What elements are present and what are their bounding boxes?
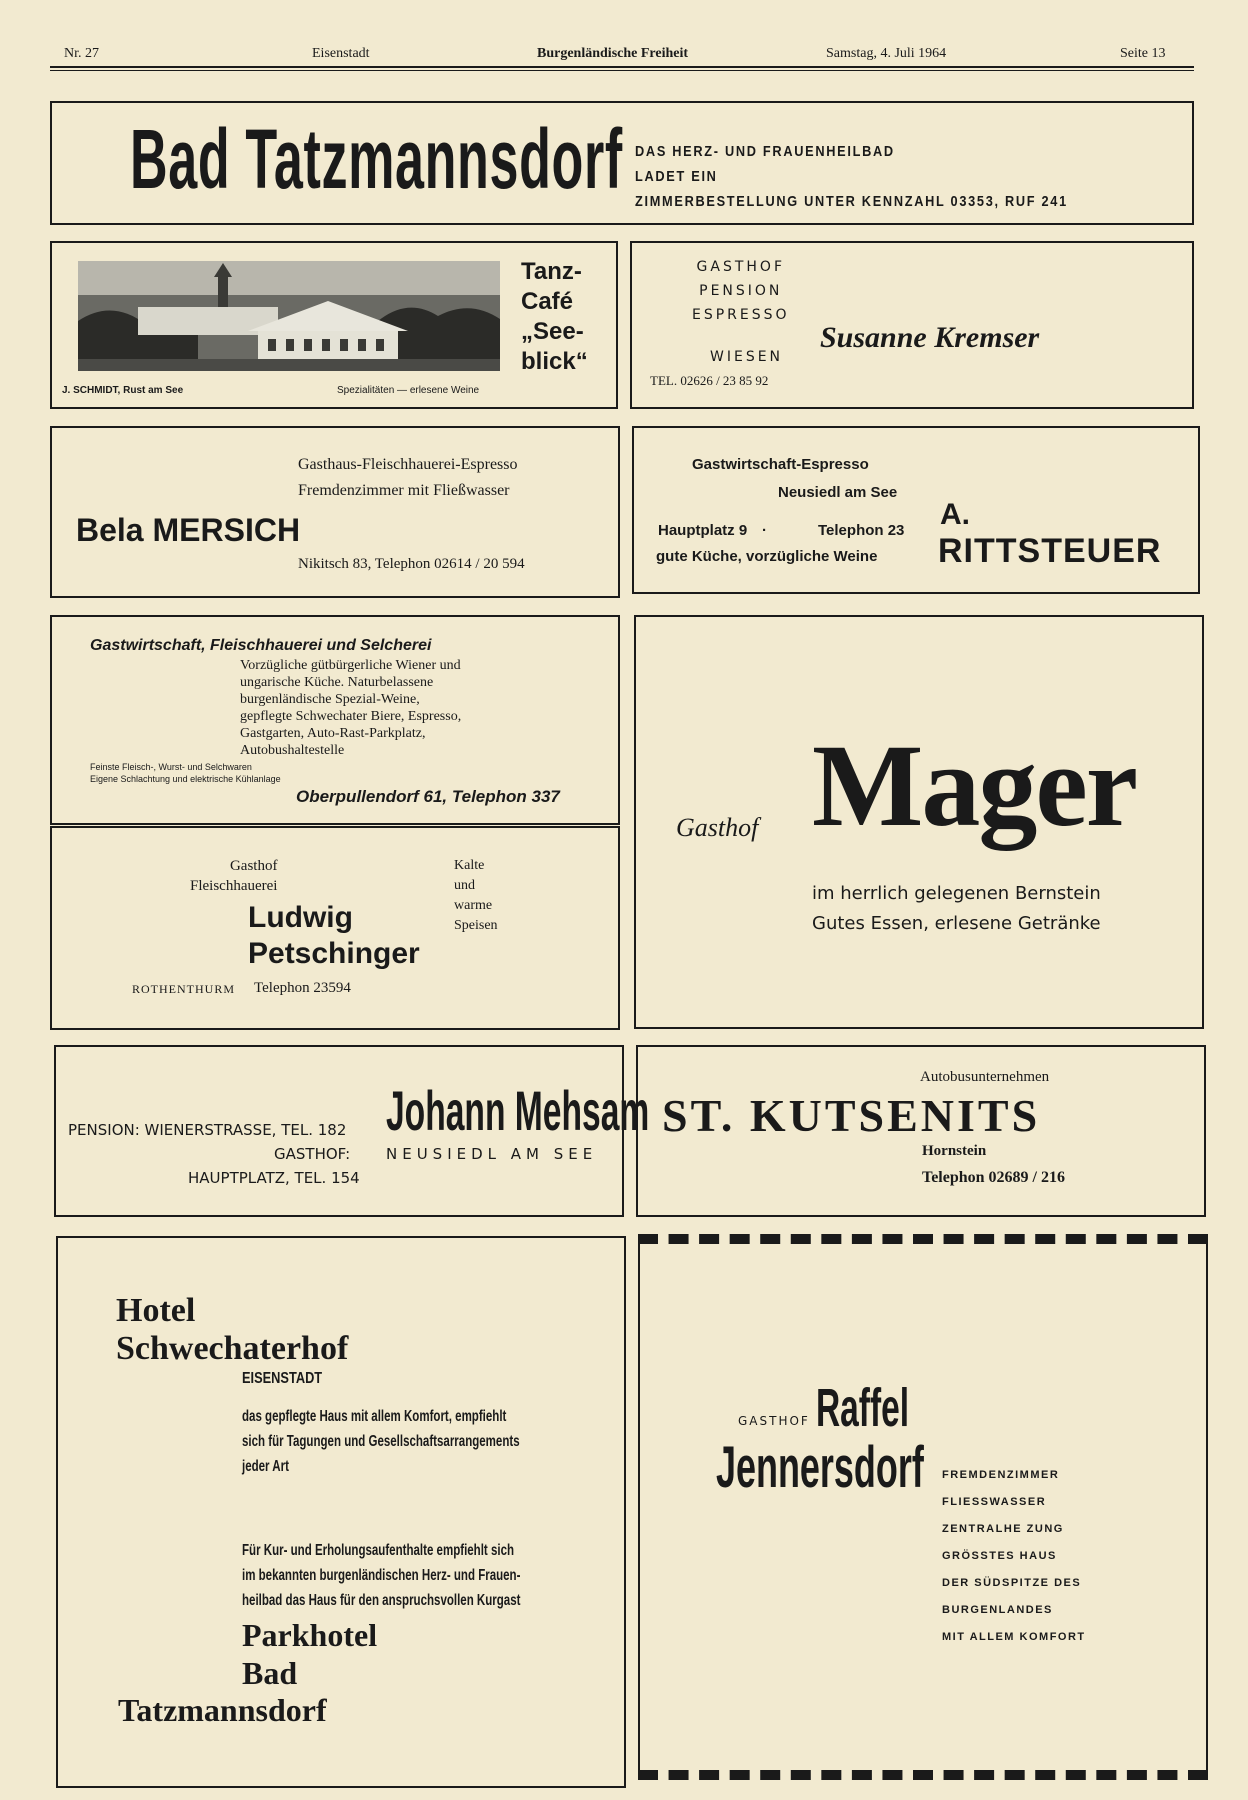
town: EISENSTADT	[242, 1370, 323, 1387]
ad-st-kutsenits: Autobusunternehmen ST. KUTSENITS Hornstein Telephon 02689 / 216	[636, 1045, 1206, 1217]
phone: TEL. 02626 / 23 85 92	[650, 373, 769, 388]
ad-rittsteuer: Gastwirtschaft-Espresso Neusiedl am See Hauptplatz 9 · Telephon 23 gute Küche, vorzügliche Weine A. RITTSTEUER	[632, 426, 1200, 594]
photo-cafe	[78, 261, 500, 371]
town: ROTHENTHURM	[132, 982, 235, 996]
features-list: FREMDENZIMMER FLIESSWASSER ZENTRALHE ZUNG GRÖSSTES HAUS DER SÜDSPITZE DES BURGENLANDES MIT ALLEM KOMFORT	[942, 1469, 1086, 1643]
ad-title: Bela MERSICH	[76, 512, 301, 548]
ad-title: Ludwig Petschinger	[248, 901, 420, 970]
ad-line: DAS HERZ- UND FRAUENHEILBAD	[635, 143, 895, 160]
ad-line: ZIMMERBESTELLUNG UNTER KENNZAHL 03353, RUF 241	[635, 193, 1068, 210]
ad-gasthof-raffel	[638, 1234, 1208, 1780]
ad-title: Gastwirtschaft, Fleischhauerei und Selcherei	[90, 637, 432, 654]
owner-line: J. SCHMIDT, Rust am See	[62, 385, 184, 396]
ad-susanne-kremser: GASTHOF PENSION ESPRESSO WIESEN TEL. 02626 / 23 85 92 Susanne Kremser	[630, 241, 1194, 409]
ad-title: ST. KUTSENITS	[662, 1090, 1041, 1141]
ad-title: RITTSTEUER	[938, 532, 1162, 570]
header-town: Eisenstadt	[312, 46, 370, 61]
ad-line: LADET EIN	[635, 168, 718, 185]
issue-number: Nr. 27	[64, 46, 99, 61]
ad-title: Raffel	[816, 1378, 910, 1438]
ad-ludwig-petschinger: Gasthof Fleischhauerei Ludwig Petschinger Kalte und warme Speisen ROTHENTHURM Telephon 23594	[50, 826, 620, 1030]
newspaper-name: Burgenländische Freiheit	[537, 46, 689, 61]
town: WIESEN	[710, 349, 784, 365]
ad-gasthof-mager: Gasthof Mager im herrlich gelegenen Bernstein Gutes Essen, erlesene Getränke	[634, 615, 1204, 1029]
page-number: Seite 13	[1120, 46, 1166, 61]
issue-date: Samstag, 4. Juli 1964	[826, 46, 947, 61]
ad-title: Hotel Schwechaterhof	[116, 1292, 349, 1367]
header-rule	[50, 66, 1194, 68]
phone: Telephon 02689 / 216	[922, 1169, 1065, 1186]
ad-prefix: Gasthof	[676, 813, 759, 842]
phone: Telephon 23	[818, 522, 905, 539]
header-rule-thin	[50, 70, 1194, 71]
ad-title: Johann Mehsam	[386, 1079, 650, 1142]
town: Hornstein	[922, 1143, 987, 1159]
specialty-line: Spezialitäten — erlesene Weine	[337, 385, 480, 396]
ad-hotel-schwechaterhof: Hotel Schwechaterhof EISENSTADT das gepflegte Haus mit allem Komfort, empfiehlt sich für Tagungen und Gesellschaftsarrangements jeder Art Für Kur- und Erholungsaufenthalte empfiehlt sich im bekannten burgenländischen Herz- und Frauen- heilbad das Haus für den anspruchsvollen Kurgast Parkhotel Bad Tatzmannsdorf	[56, 1236, 626, 1788]
address: Nikitsch 83, Telephon 02614 / 20 594	[298, 556, 525, 572]
phone: Telephon 23594	[254, 980, 351, 996]
ad-title-town: Jennersdorf	[716, 1435, 924, 1500]
address: Oberpullendorf 61, Telephon 337	[296, 787, 560, 806]
ad-title: Mager	[812, 720, 1137, 851]
ad-prefix: GASTHOF	[738, 1414, 810, 1428]
ad-oberpullendorf: Gastwirtschaft, Fleischhauerei und Selcherei Vorzügliche gütbürgerliche Wiener und ungarische Küche. Naturbelassene burgenländische Spezial-Weine, gepflegte Schwechater Biere, Espresso, Gastgarten, Auto-Rast-Parkplatz, Autobushaltestelle Feinste Fleisch-, Wurst- und Selchwaren Eigene Schlachtung und elektrische Kühlanlage Oberpullendorf 61, Telephon 337	[50, 615, 620, 825]
parkhotel-title: Parkhotel Bad	[242, 1617, 378, 1691]
ad-bad-tatzmannsdorf	[50, 101, 1194, 225]
ad-body: Vorzügliche gütbürgerliche Wiener und ungarische Küche. Naturbelassene burgenländische Spezial-Weine, gepflegte Schwechater Biere, Espresso, Gastgarten, Auto-Rast-Parkplatz, Autobushaltestelle	[240, 658, 462, 758]
cafe-name: Tanz- Café „See- blick“	[521, 258, 588, 375]
ad-johann-mehsam: Johann Mehsam PENSION: WIENERSTRASSE, TEL. 182 GASTHOF: NEUSIEDL AM SEE HAUPTPLATZ, TEL. 154	[54, 1045, 624, 1217]
ad-tanzcafe-seeblick	[50, 241, 618, 409]
ad-title: Bad Tatzmannsdorf	[130, 112, 623, 206]
slogan: gute Küche, vorzügliche Weine	[656, 548, 878, 565]
ad-bela-mersich: Gasthaus-Fleischhauerei-Espresso Fremdenzimmer mit Fließwasser Bela MERSICH Nikitsch 83, Telephon 02614 / 20 594	[50, 426, 620, 598]
ad-title: Susanne Kremser	[820, 321, 1040, 354]
address: Hauptplatz 9	[658, 522, 748, 539]
